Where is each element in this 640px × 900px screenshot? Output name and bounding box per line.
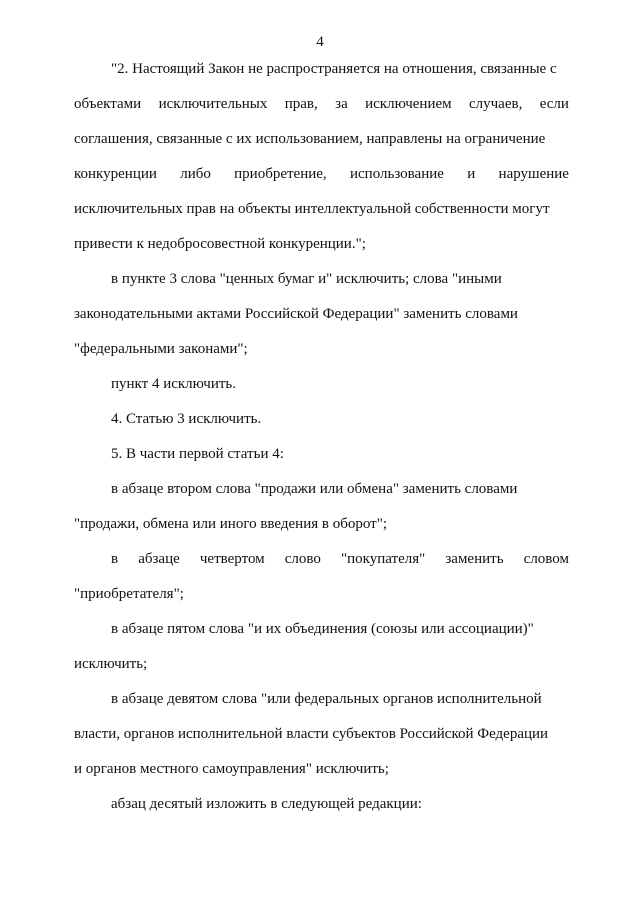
text-line: исключительных прав на объекты интеллектуальной собственности могут bbox=[74, 201, 550, 217]
text-line bbox=[74, 164, 569, 184]
text-line: власти, органов исполнительной власти субъектов Российской Федерации bbox=[74, 726, 549, 742]
word: объектами bbox=[74, 96, 142, 112]
word: в bbox=[111, 551, 119, 567]
word: случаев, bbox=[469, 96, 523, 112]
word: и bbox=[467, 166, 476, 182]
text-line: и органов местного самоуправления" исключить; bbox=[74, 761, 389, 777]
word: "покупателя" bbox=[341, 551, 426, 567]
text-line: "продажи, обмена или иного введения в оборот"; bbox=[74, 516, 387, 532]
word: исключительных bbox=[158, 96, 268, 112]
text-line: "федеральными законами"; bbox=[74, 341, 248, 357]
text-line: 5. В части первой статьи 4: bbox=[111, 446, 284, 462]
word: приобретение, bbox=[234, 166, 327, 182]
text-line: 4. Статью 3 исключить. bbox=[111, 411, 262, 427]
text-line: пункт 4 исключить. bbox=[111, 376, 237, 392]
text-line: привести к недобросовестной конкуренции."; bbox=[74, 236, 366, 252]
word: четвертом bbox=[199, 551, 265, 567]
word: заменить bbox=[445, 551, 504, 567]
word: за bbox=[335, 96, 348, 112]
word: слово bbox=[284, 551, 321, 567]
word: нарушение bbox=[498, 166, 569, 182]
word: словом bbox=[523, 551, 569, 567]
text-line: в пункте 3 слова "ценных бумаг и" исключить; слова "иными bbox=[111, 271, 502, 287]
text-line: законодательными актами Российской Федерации" заменить словами bbox=[74, 306, 518, 322]
text-line: в абзаце пятом слова "и их объединения (союзы или ассоциации)" bbox=[111, 621, 534, 637]
page-number: 4 bbox=[316, 34, 324, 50]
text-line bbox=[74, 94, 569, 114]
word: либо bbox=[180, 166, 211, 182]
text-line: в абзаце девятом слова "или федеральных органов исполнительной bbox=[111, 691, 542, 707]
word: исключением bbox=[365, 96, 452, 112]
text-line bbox=[111, 549, 569, 569]
text-line: "приобретателя"; bbox=[74, 586, 184, 602]
text-line: в абзаце втором слова "продажи или обмена" заменить словами bbox=[111, 481, 518, 497]
text-line: соглашения, связанные с их использованием, направлены на ограничение bbox=[74, 131, 546, 147]
word: если bbox=[539, 96, 569, 112]
text-line: исключить; bbox=[74, 656, 148, 672]
text-line: абзац десятый изложить в следующей редакции: bbox=[111, 796, 422, 812]
word: абзаце bbox=[138, 551, 180, 567]
word: прав, bbox=[284, 96, 318, 112]
text-line: "2. Настоящий Закон не распространяется на отношения, связанные с bbox=[111, 61, 557, 77]
word: использование bbox=[349, 166, 444, 182]
word: конкуренции bbox=[74, 166, 157, 182]
